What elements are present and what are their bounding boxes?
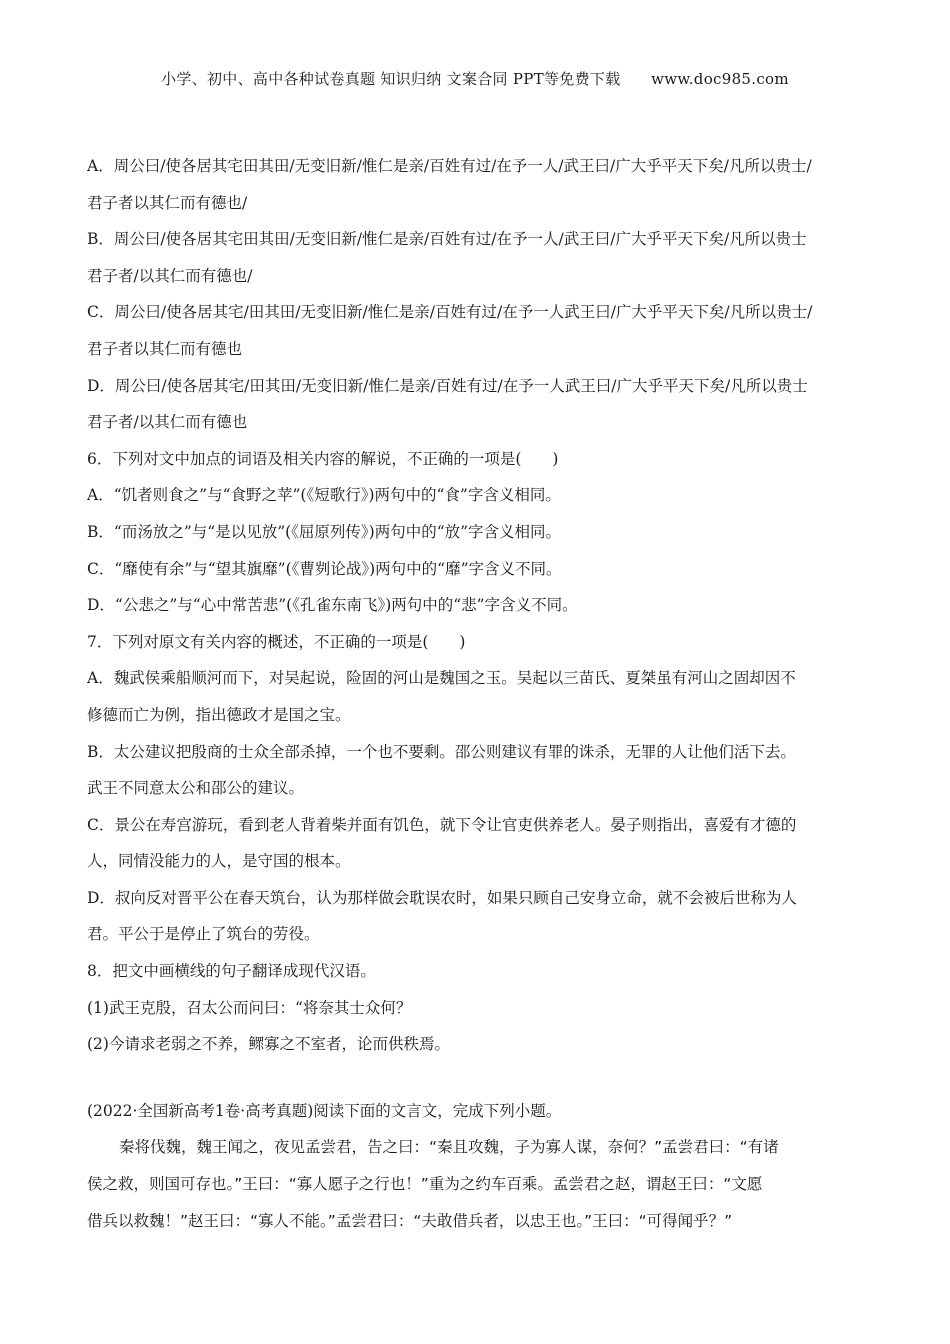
q6-b-text-pre: B．“而汤 <box>87 522 153 541</box>
passage-l1-post: 谋，奈何？”孟尝君曰：“有诸 <box>576 1138 779 1157</box>
q6-c-text-post: 使有余”与“望其旗靡”(《曹刿论战》)两句中的“靡”字含义不同。 <box>137 559 562 578</box>
q6-b-dotted-char: 放 <box>152 522 169 541</box>
q7-stem: 7．下列对原文有关内容的概述，不正确的一项是( ) <box>87 632 466 651</box>
reading-passage <box>87 1093 877 1239</box>
q6-a-text-post: 之”与“食野之苹”(《短歌行》)两句中的“食”字含义相同。 <box>183 486 561 505</box>
question-6 <box>87 441 877 624</box>
q6-option-a <box>87 477 877 514</box>
passage-l1-pre: 秦将伐魏，魏王闻之，夜见孟尝君，告之曰：“秦且攻魏，子为 <box>119 1138 546 1157</box>
passage-l1-dotted-char-2: 人 <box>561 1138 577 1157</box>
q6-c-text-pre: C．“ <box>87 559 123 578</box>
q6-option-b <box>87 514 877 551</box>
section-gap <box>87 1063 877 1093</box>
passage-l2-pre: 侯之救，则国可存也。”王曰：“寡人愿子之行也！”重为之约车百 <box>87 1175 522 1194</box>
document-body <box>87 148 877 1239</box>
header-text: 小学、初中、高中各种试卷真题 知识归纳 文案合同 PPT等免费下载 www.doc985.com <box>161 70 789 88</box>
q5-option-b-line2: 君子者/以其仁而有德也/ <box>87 266 253 285</box>
q7-option-a-line2: 修德而亡为例，指出德政才是国之宝。 <box>87 705 351 724</box>
q7-option-c-line1: C．景公在寿宫游玩，看到老人背着柴并面有饥色，就下令让官吏供养老人。晏子则指出，喜爱有才德的 <box>87 815 797 834</box>
page-header <box>0 68 950 89</box>
q6-option-d <box>87 587 877 624</box>
q5-option-b-line1: B．周公曰/使各居其宅田其田/无变旧新/惟仁是亲/百姓有过/在予一人/武王曰/广大乎平天下矣/凡所以贵士 <box>87 230 807 249</box>
q7-option-b-line1: B．太公建议把殷商的士众全部杀掉，一个也不要剩。邵公则建议有罪的诛杀，无罪的人让他们活下去。 <box>87 742 796 761</box>
q6-a-dotted-char: 食 <box>168 486 184 505</box>
q7-option-d-line2: 君。平公于是停止了筑台的劳役。 <box>87 925 320 944</box>
passage-line-2 <box>87 1166 877 1203</box>
question-5-options <box>87 148 877 441</box>
passage-l2-post: 。孟尝君之赵，谓赵王曰：“文愿 <box>537 1175 763 1194</box>
question-8 <box>87 953 877 1063</box>
q6-d-dotted-char: 悲 <box>138 596 154 615</box>
q7-option-d-line1: D．叔向反对晋平公在春天筑台，认为那样做会耽误农时，如果只顾自己安身立命，就不会被后世称为人 <box>87 888 797 907</box>
question-7 <box>87 624 877 953</box>
q7-option-c-line2: 人，同情没能力的人，是守国的根本。 <box>87 852 351 871</box>
q5-option-d-line1: D．周公曰/使各居其宅/田其田/无变旧新/惟仁是亲/百姓有过/在予一人武王曰/广大乎平天下矣/凡所以贵士 <box>87 376 808 395</box>
q8-sentence-1: (1)武王克殷，召太公而问曰：“将奈其士众何？ <box>87 998 412 1017</box>
q5-option-d-line2: 君子者/以其仁而有德也 <box>87 413 248 432</box>
q5-option-c-line2: 君子者以其仁而有德也 <box>87 339 243 358</box>
q6-d-text-post: 之”与“心中常苦悲”(《孔雀东南飞》)两句中的“悲”字含义不同。 <box>153 596 578 615</box>
q6-a-text-pre: A．“饥者则 <box>87 486 169 505</box>
q6-c-dotted-char: 靡 <box>122 559 138 578</box>
q5-option-a-line1: A．周公曰/使各居其宅田其田/无变旧新/惟仁是亲/百姓有过/在予一人/武王曰/广大乎平天下矣/凡所以贵士/ <box>87 157 812 175</box>
passage-source: (2022·全国新高考1卷·高考真题)阅读下面的文言文，完成下列小题。 <box>87 1101 562 1120</box>
q6-option-c <box>87 551 877 588</box>
q6-stem: 6．下列对文中加点的词语及相关内容的解说，不正确的一项是( ) <box>87 449 559 468</box>
q5-option-a-line2: 君子者以其仁而有德也/ <box>87 193 248 212</box>
q6-d-text-pre: D．“公 <box>87 596 139 615</box>
q7-option-b-line2: 武王不同意太公和邵公的建议。 <box>87 779 305 798</box>
passage-line-3: 借兵以救魏！”赵王曰：“寡人不能。”孟尝君曰：“夫敢借兵者，以忠王也。”王曰：“可得闻乎？” <box>87 1211 733 1230</box>
passage-l1-dotted-char-1: 寡 <box>545 1138 562 1157</box>
q5-option-c-line1: C．周公曰/使各居其宅/田其田/无变旧新/惟仁是亲/百姓有过/在予一人武王曰/广大乎平天下矣/凡所以贵士/ <box>87 303 813 322</box>
q7-option-a-line1: A．魏武侯乘船顺河而下，对吴起说，险固的河山是魏国之玉。吴起以三苗氏、夏桀虽有河山之固却因不 <box>87 669 796 688</box>
q8-stem: 8．把文中画横线的句子翻译成现代汉语。 <box>87 962 376 981</box>
q8-sentence-2: (2)今请求老弱之不养，鳏寡之不室者，论而供秩焉。 <box>87 1035 450 1054</box>
q6-b-text-post: 之”与“是以见放”(《屈原列传》)两句中的“放”字含义相同。 <box>168 522 562 541</box>
passage-l2-dotted-char: 乘 <box>521 1175 538 1194</box>
passage-line-1 <box>87 1129 877 1166</box>
